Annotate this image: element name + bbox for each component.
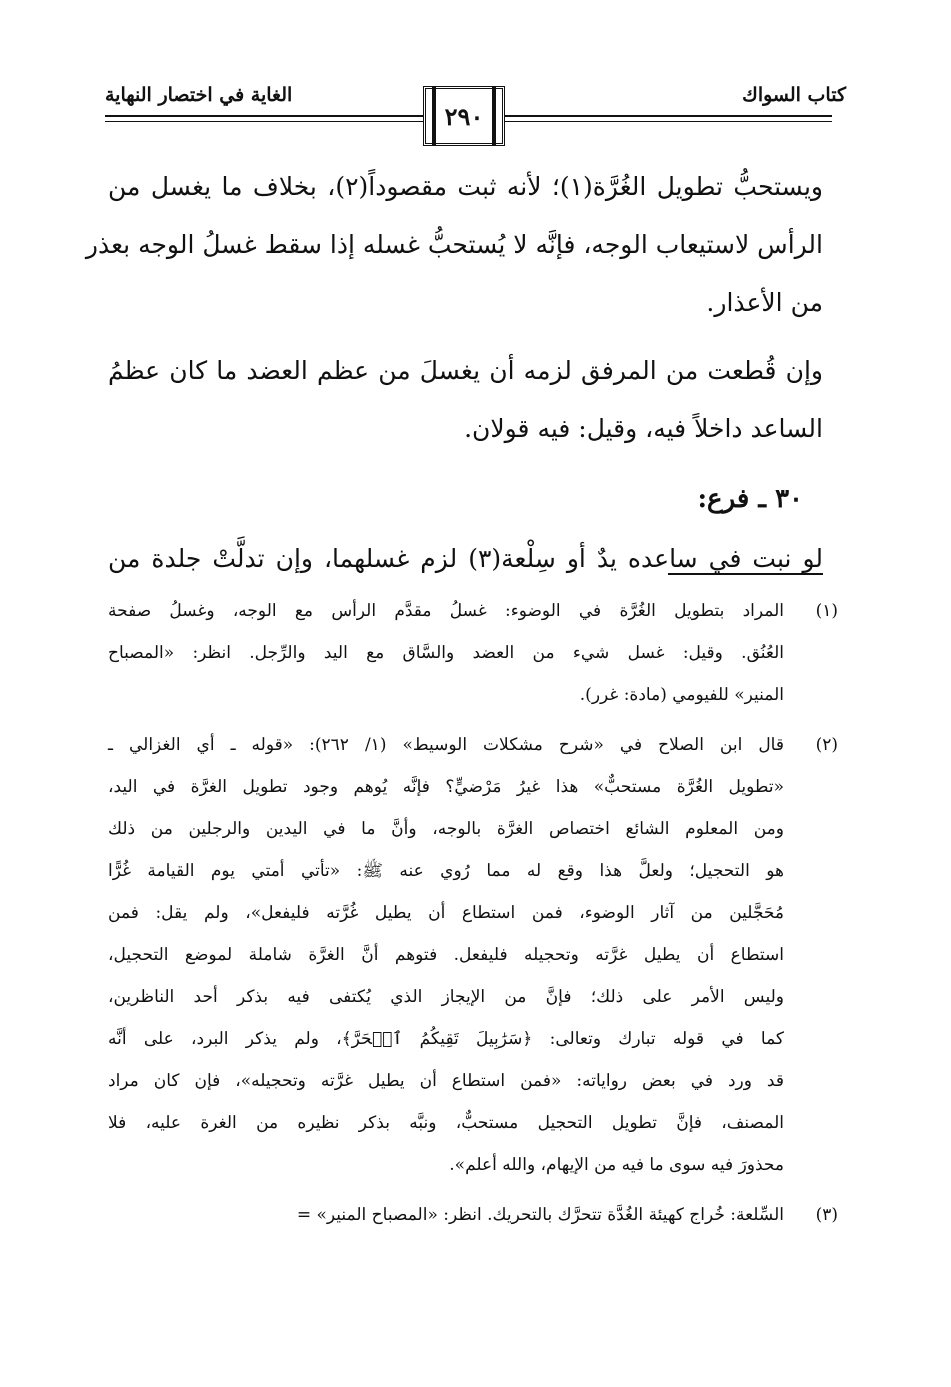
footnote-number: (٢) <box>815 735 838 755</box>
footnote-2 <box>108 724 838 1186</box>
main-line: وإن قُطعت من المرفق لزمه أن يغسلَ من عظم العضد ما كان عظمُ <box>108 356 823 385</box>
footnote-separator <box>668 573 823 575</box>
footnote-number: (١) <box>815 601 838 621</box>
main-text <box>85 158 823 588</box>
frame-ornament-left <box>432 87 436 145</box>
main-line: من الأعذار. <box>706 288 823 317</box>
footnote-line: كما في قوله تبارك وتعالى: ﴿سَرَٰبِيلَ تَقِيكُمُ ٱلۡحَرَّ﴾، ولم يذكر البرد، على أنَّه <box>108 1029 784 1049</box>
footnotes <box>108 590 838 1236</box>
main-line: الساعد داخلاً فيه، وقيل: فيه قولان. <box>464 414 823 443</box>
footnote-line: هو التحجيل؛ ولعلَّ هذا وقع له مما رُوي عنه ﷺ: «تأتي أمتي يوم القيامة غُرًّا <box>108 861 784 881</box>
running-header-chapter: كتاب السواك <box>742 84 846 106</box>
footnote-line: السِّلعة: خُراج كهيئة الغُدَّة تتحرَّك بالتحريك. انظر: «المصباح المنير» = <box>296 1205 784 1225</box>
footnote-line: محذورَ فيه سوى ما فيه من الإيهام، والله أعلم». <box>449 1155 784 1175</box>
section-heading: ٣٠ ـ فرع: <box>697 484 803 514</box>
footnote-1 <box>108 590 838 716</box>
footnote-line: قال ابن الصلاح في «شرح مشكلات الوسيط» (١/ ٢٦٢): «قوله ـ أي الغزالي ـ <box>108 735 784 755</box>
footnote-line: مُحَجَّلين من آثار الوضوء، فمن استطاع أن يطيل غُرَّته فليفعل»، ولم يقل: فمن <box>108 903 784 923</box>
page-number: ٢٩٠ <box>444 101 484 131</box>
footnote-line: العُنُق. وقيل: غسل شيء من العضد والسَّاق مع اليد والرِّجل. انظر: «المصباح <box>108 643 784 663</box>
footnote-line: قد ورد في بعض رواياته: «فمن استطاع أن يطيل غرَّته وتحجيله»، فإن كان مراد <box>108 1071 784 1091</box>
footnote-line: المصنف، فإنَّ تطويل التحجيل مستحبٌّ، ونبَّه بذكر نظيره من الغرة عليه، فلا <box>108 1113 784 1133</box>
main-line: ويستحبُّ تطويل الغُرَّة(١)؛ لأنه ثبت مقصوداً(٢)، بخلاف ما يغسل من <box>108 172 823 201</box>
footnote-line: استطاع أن يطيل غرَّته وتحجيله فليفعل. فتوهم أنَّ الغرَّة شاملة لموضع التحجيل، <box>108 945 784 965</box>
footnote-line: ومن المعلوم الشائع اختصاص الغرَّة بالوجه، وأنَّ ما في اليدين والرجلين من ذلك <box>108 819 784 839</box>
main-line: لو نبت في ساعده يدٌ أو سِلْعة(٣) لزم غسلهما، وإن تدلَّتْ جلدة من <box>108 544 823 573</box>
footnote-line: المراد بتطويل الغُرَّة في الوضوء: غسلُ مقدَّم الرأس مع الوجه، وغسلُ صفحة <box>108 601 784 621</box>
main-line: الرأس لاستيعاب الوجه، فإنَّه لا يُستحبُّ غسله إذا سقط غسلُ الوجه بعذر <box>85 230 823 259</box>
frame-ornament-right <box>492 87 496 145</box>
footnote-number: (٣) <box>815 1205 838 1225</box>
page-number-frame <box>423 86 505 146</box>
footnote-line: المنير» للفيومي (مادة: غرر). <box>579 685 784 705</box>
running-header-book: الغاية في اختصار النهاية <box>105 84 293 106</box>
footnote-line: وليس الأمر على ذلك؛ فإنَّ من الإيجاز الذي يُكتفى فيه بذكر أحد الناظرين، <box>108 987 784 1007</box>
footnote-line: «تطويل الغُرَّة مستحبٌّ» هذا غيرُ مَرْضيٍّ؟ فإنَّه يُوهم وجود تطويل الغرَّة في اليد، <box>108 777 784 797</box>
footnote-3 <box>108 1194 838 1236</box>
